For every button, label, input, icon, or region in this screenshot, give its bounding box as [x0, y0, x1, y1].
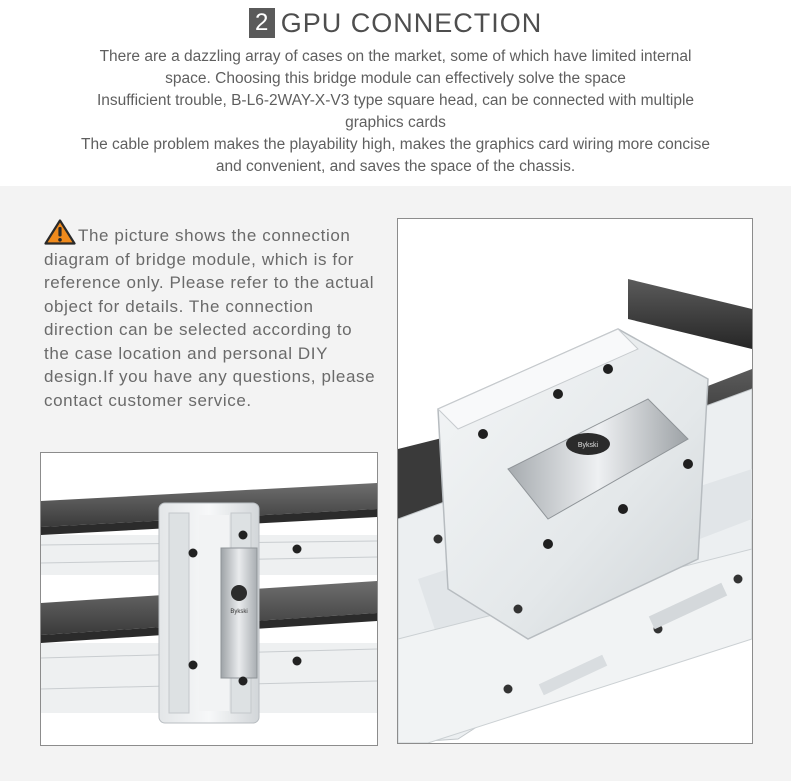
intro-line: Insufficient trouble, B-L6-2WAY-X-V3 type square head, can be connected with multiple — [96, 92, 695, 109]
intro-paragraph — [20, 46, 771, 178]
section-number-badge: 2 — [249, 8, 275, 38]
bridge-module-photo-closeup — [397, 218, 753, 744]
notice-text-block — [44, 219, 380, 412]
warning-triangle-icon — [44, 219, 76, 245]
brand-logo-text: Bykski — [577, 442, 599, 449]
intro-line: There are a dazzling array of cases on the market, some of which have limited internal — [99, 48, 692, 65]
bridge-module-photo-front — [40, 452, 378, 746]
section-heading — [0, 6, 791, 40]
intro-line: and convenient, and saves the space of the chassis. — [215, 158, 576, 175]
brand-logo-text: Bykski — [230, 609, 248, 615]
intro-line: The cable problem makes the playability high, makes the graphics card wiring more concise — [81, 136, 710, 153]
intro-line: space. Choosing this bridge module can effectively solve the space — [165, 70, 626, 87]
notice-text: The picture shows the connection diagram of bridge module, which is for reference only. Please refer to the actual object for details. The connection direction can be selected according to the case location and personal DIY design.If you have any questions, please contact customer service. — [44, 226, 376, 410]
section-title: GPU CONNECTION — [280, 8, 543, 38]
intro-line: graphics cards — [345, 114, 446, 131]
